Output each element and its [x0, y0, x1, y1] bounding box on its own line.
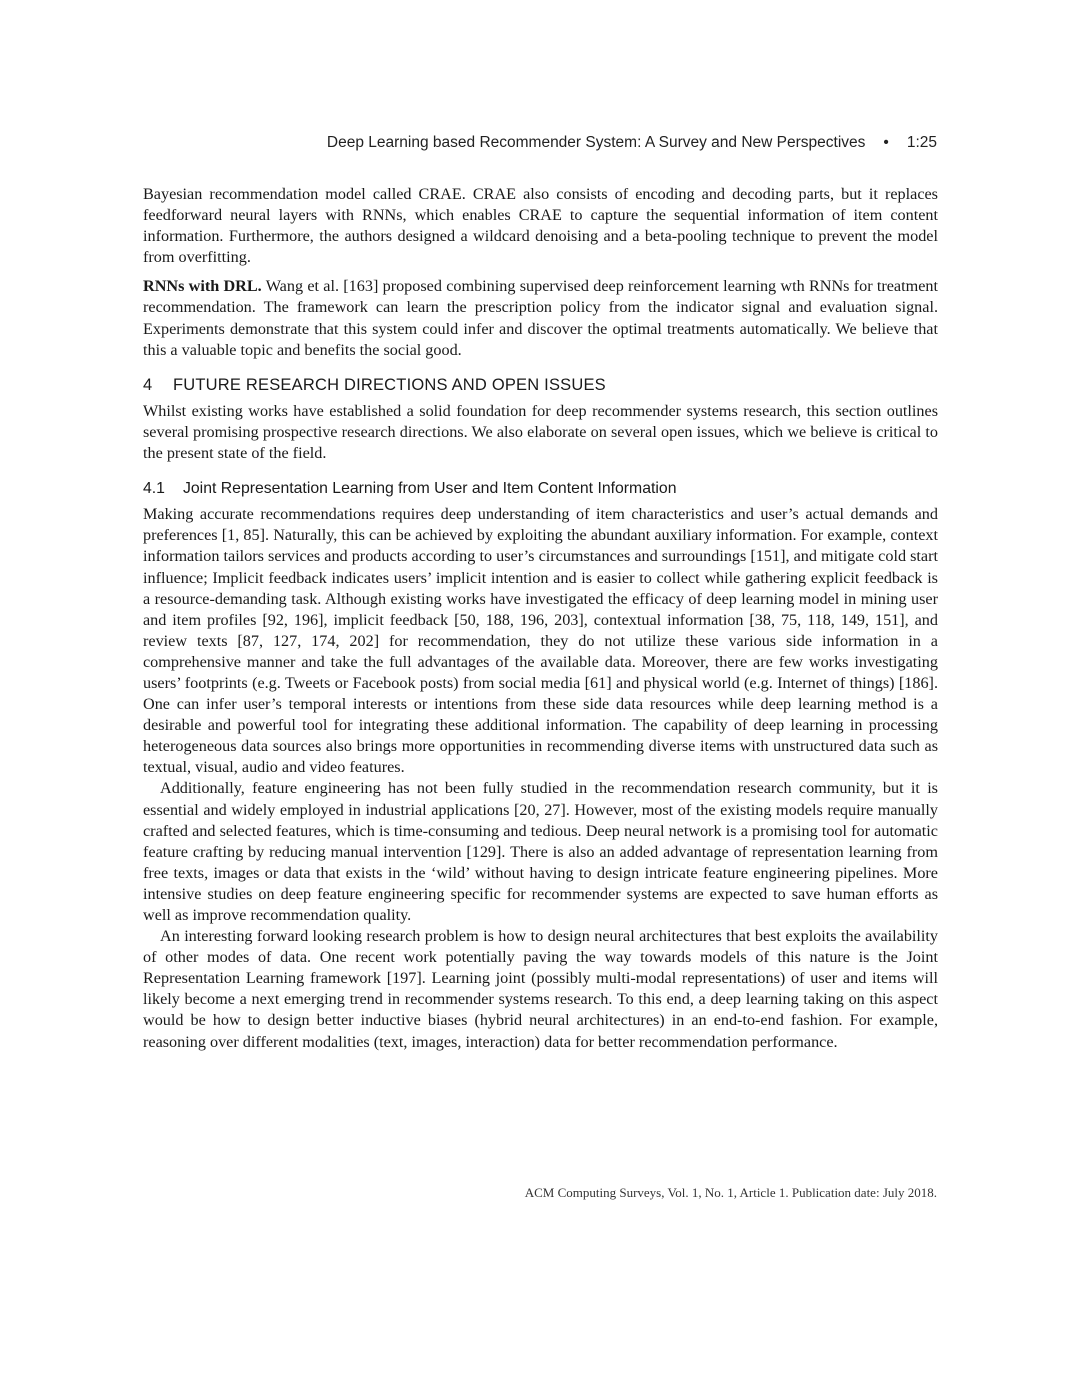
runin-heading-rnn-drl: RNNs with DRL. [143, 277, 262, 296]
subsection-4-1-paragraph-3: An interesting forward looking research problem is how to design neural architectures that best exploits the availability of other modes of data. One recent work potentially paving the way towards models of this nature is the Joint Representation Learning framework [197]. Learning joint (possibly multi-modal representations) of user and items will likely become a next emerging trend in recommender systems research. To this end, a deep learning taking on this aspect would be how to design better inductive biases (hybrid neural architectures) in an end-to-end fashion. For example, reasoning over different modalities (text, images, interaction) data for better recommendation performance. [143, 927, 938, 1051]
running-head-title: Deep Learning based Recommender System: A Survey and New Perspectives [326, 134, 866, 151]
page-body [143, 184, 938, 1053]
section-heading-4 [143, 375, 938, 396]
subsection-4-1-paragraph-2: Additionally, feature engineering has not been fully studied in the recommendation research community, but it is essential and widely employed in industrial applications [20, 27]. However, most of the existing models require manually crafted and selected features, which is time-consuming and tedious. Deep neural network is a promising tool for automatic feature crafting by reducing manual intervention [129]. There is also an added advantage of representation learning from free texts, images or data that exists in the ‘wild’ without having to design intricate feature engineering pipelines. More intensive studies on deep feature engineering specific for recommender systems are expected to save human efforts as well as improve recommendation quality. [143, 779, 938, 924]
section-4-intro: Whilst existing works have established a solid foundation for deep recommender systems research, this section outlines several promising prospective research directions. We also elaborate on several open issues, which we believe is critical to the present state of the field. [143, 401, 938, 463]
page-number: 1:25 [906, 134, 937, 151]
section-number: 4 [143, 375, 153, 394]
subsection-4-1-paragraph-1: Making accurate recommendations requires deep understanding of item characteristics and user’s actual demands and preferences [1, 85]. Naturally, this can be achieved by exploiting the abundant auxiliary information. For example, context information tailors services and products according to user’s circumstances and surroundings [151], and mitigate cold start influence; Implicit feedback indicates users’ implicit intention and is easier to collect while gathering explicit feedback is a resource-demanding task. Although existing works have investigated the efficacy of deep learning model in mining user and item profiles [92, 196], implicit feedback [50, 188, 196, 203], contextual information [38, 75, 118, 149, 151], and review texts [87, 127, 174, 202] for recommendation, they do not utilize these various side information in a comprehensive manner and take the full advantages of the available data. Moreover, there are few works investigating users’ footprints (e.g. Tweets or Facebook posts) from social media [61] and physical world (e.g. Internet of things) [186]. One can infer user’s temporal interests or intentions from these side data resources while deep learning method is a desirable and powerful tool for integrating these additional information. The capability of deep learning in processing heterogeneous data sources also brings more opportunities in recommending diverse items with unstructured data such as textual, visual, audio and video features. [143, 505, 938, 777]
subsection-number: 4.1 [143, 480, 165, 498]
paragraph-rnn-drl [143, 276, 938, 360]
paragraph-crae: Bayesian recommendation model called CRAE. CRAE also consists of encoding and decoding parts, but it replaces feedforward neural layers with RNNs, which enables CRAE to capture the sequential information of item content information. Furthermore, the authors designed a wildcard denoising and a beta-pooling technique to prevent the model from overfitting. [143, 185, 938, 267]
subsection-heading-4-1 [143, 478, 938, 499]
running-head [143, 134, 937, 152]
section-title: FUTURE RESEARCH DIRECTIONS AND OPEN ISSUES [173, 375, 606, 394]
running-head-separator: • [883, 134, 889, 151]
subsection-title: Joint Representation Learning from User and Item Content Information [183, 480, 677, 498]
paragraph-rnn-drl-text: Wang et al. [163] proposed combining supervised deep reinforcement learning wth RNNs for treatment recommendation. The framework can learn the prescription policy from the indicator signal and evaluation signal. Experiments demonstrate that this system could infer and discover the optimal treatments automatically. We believe that this a valuable topic and benefits the social good. [143, 277, 938, 359]
footer-citation: ACM Computing Surveys, Vol. 1, No. 1, Article 1. Publication date: July 2018. [524, 1185, 937, 1200]
